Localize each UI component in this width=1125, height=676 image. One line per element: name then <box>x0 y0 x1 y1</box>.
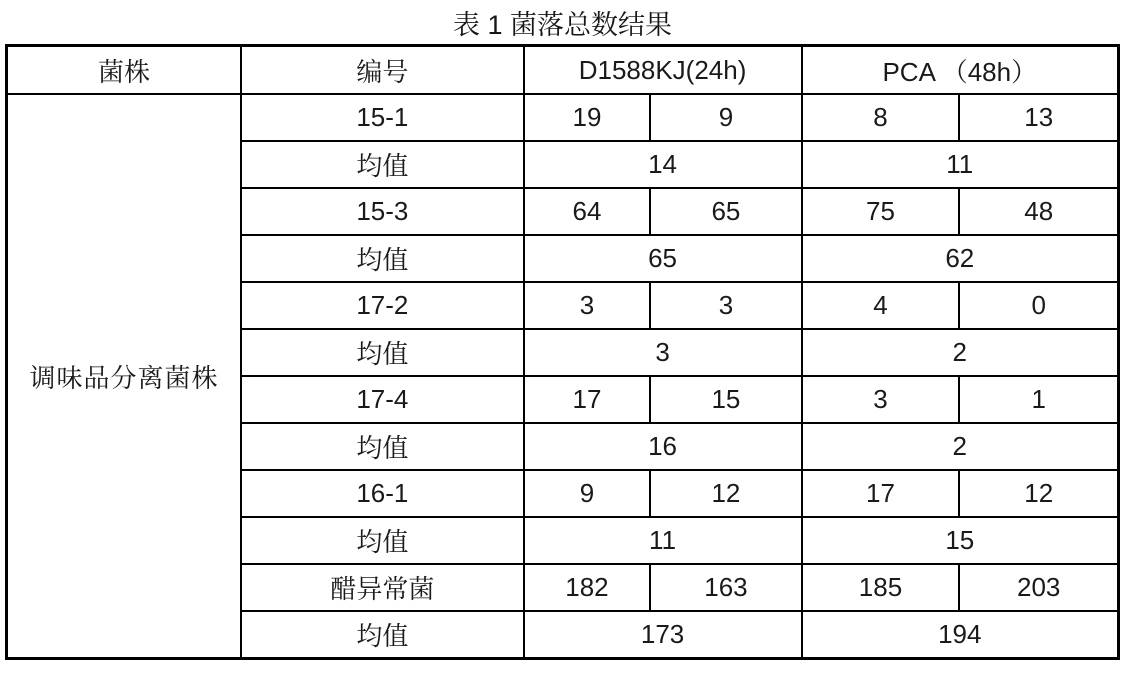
mean-value-cell: 194 <box>802 611 1119 659</box>
value-cell: 17 <box>524 376 651 423</box>
mean-value-cell: 3 <box>524 329 802 376</box>
mean-value-cell: 62 <box>802 235 1119 282</box>
value-cell: 9 <box>524 470 651 517</box>
code-cell: 醋异常菌 <box>241 564 523 611</box>
value-cell: 12 <box>650 470 801 517</box>
header-cell-d1588kj: D1588KJ(24h) <box>524 46 802 95</box>
mean-value-cell: 2 <box>802 423 1119 470</box>
header-row <box>7 46 1119 95</box>
code-cell: 17-2 <box>241 282 523 329</box>
mean-value-cell: 11 <box>524 517 802 564</box>
value-cell: 12 <box>959 470 1118 517</box>
mean-label-cell: 均值 <box>241 423 523 470</box>
value-cell: 9 <box>650 94 801 141</box>
value-cell: 65 <box>650 188 801 235</box>
value-cell: 1 <box>959 376 1118 423</box>
mean-value-cell: 2 <box>802 329 1119 376</box>
code-cell: 16-1 <box>241 470 523 517</box>
code-cell: 15-1 <box>241 94 523 141</box>
value-cell: 3 <box>802 376 960 423</box>
mean-label-cell: 均值 <box>241 235 523 282</box>
value-cell: 17 <box>802 470 960 517</box>
header-cell-code: 编号 <box>241 46 523 95</box>
value-cell: 185 <box>802 564 960 611</box>
value-cell: 4 <box>802 282 960 329</box>
value-cell: 8 <box>802 94 960 141</box>
mean-value-cell: 15 <box>802 517 1119 564</box>
mean-label-cell: 均值 <box>241 517 523 564</box>
value-cell: 64 <box>524 188 651 235</box>
value-cell: 163 <box>650 564 801 611</box>
mean-label-cell: 均值 <box>241 611 523 659</box>
value-cell: 3 <box>524 282 651 329</box>
mean-label-cell: 均值 <box>241 141 523 188</box>
mean-label-cell: 均值 <box>241 329 523 376</box>
header-cell-pca: PCA （48h） <box>802 46 1119 95</box>
code-cell: 17-4 <box>241 376 523 423</box>
mean-value-cell: 173 <box>524 611 802 659</box>
value-cell: 48 <box>959 188 1118 235</box>
mean-value-cell: 16 <box>524 423 802 470</box>
table-row <box>7 94 1119 141</box>
header-cell-strain: 菌株 <box>7 46 242 95</box>
value-cell: 0 <box>959 282 1118 329</box>
page-title: 表 1 菌落总数结果 <box>452 9 673 40</box>
value-cell: 182 <box>524 564 651 611</box>
mean-value-cell: 65 <box>524 235 802 282</box>
mean-value-cell: 14 <box>524 141 802 188</box>
value-cell: 203 <box>959 564 1118 611</box>
code-cell: 15-3 <box>241 188 523 235</box>
value-cell: 19 <box>524 94 651 141</box>
value-cell: 75 <box>802 188 960 235</box>
colony-count-table <box>5 44 1120 660</box>
value-cell: 15 <box>650 376 801 423</box>
value-cell: 13 <box>959 94 1118 141</box>
strain-group-cell: 调味品分离菌株 <box>7 94 242 659</box>
mean-value-cell: 11 <box>802 141 1119 188</box>
value-cell: 3 <box>650 282 801 329</box>
